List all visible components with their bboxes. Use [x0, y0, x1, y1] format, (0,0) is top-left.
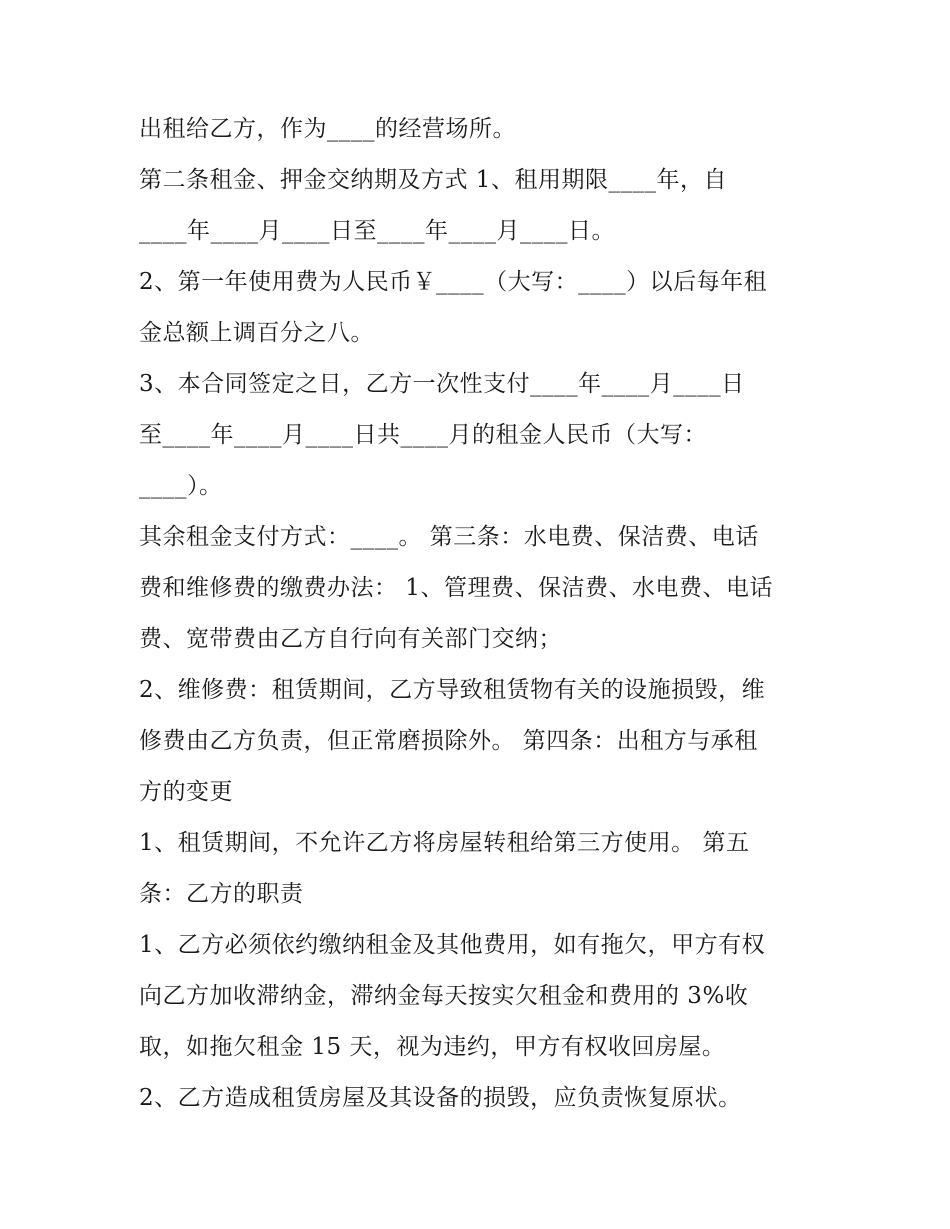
text-line: 取，如拖欠租金 15 天，视为违约，甲方有权收回房屋。: [139, 1034, 726, 1060]
text-line: 金总额上调百分之八。: [139, 320, 374, 346]
text-line: 修费由乙方负责，但正常磨损除外。 第四条：出租方与承租: [139, 728, 758, 754]
text-line: 2、维修费：租赁期间，乙方导致租赁物有关的设施损毁，维: [139, 677, 766, 703]
text-line: 方的变更: [139, 779, 233, 805]
text-line: 2、乙方造成租赁房屋及其设备的损毁，应负责恢复原状。: [139, 1085, 742, 1111]
text-line: 1、租赁期间，不允许乙方将房屋转租给第三方使用。 第五: [139, 830, 750, 856]
text-line: 其余租金支付方式：____。 第三条：水电费、保洁费、电话: [139, 524, 759, 550]
text-line: 条：乙方的职责: [139, 881, 304, 907]
text-line: 出租给乙方，作为____的经营场所。: [139, 116, 516, 142]
text-line: 费、宽带费由乙方自行向有关部门交纳；: [139, 626, 562, 652]
text-line: 3、本合同签定之日，乙方一次性支付____年____月____日: [139, 371, 745, 397]
text-line: 费和维修费的缴费办法： 1、管理费、保洁费、水电费、电话: [139, 575, 773, 601]
contract-body-text: [139, 104, 819, 1124]
text-line: 向乙方加收滞纳金，滞纳金每天按实欠租金和费用的 3%收: [139, 983, 749, 1009]
text-line: 第二条租金、押金交纳期及方式 1、租用期限____年，自: [139, 167, 727, 193]
text-line: 2、第一年使用费为人民币￥____（大写：____）以后每年租: [139, 269, 768, 295]
text-line: ____年____月____日至____年____月____日。: [139, 218, 615, 244]
text-line: 1、乙方必须依约缴纳租金及其他费用，如有拖欠，甲方有权: [139, 932, 766, 958]
text-line: ____）。: [139, 473, 223, 499]
text-line: 至____年____月____日共____月的租金人民币（大写：: [139, 422, 707, 448]
